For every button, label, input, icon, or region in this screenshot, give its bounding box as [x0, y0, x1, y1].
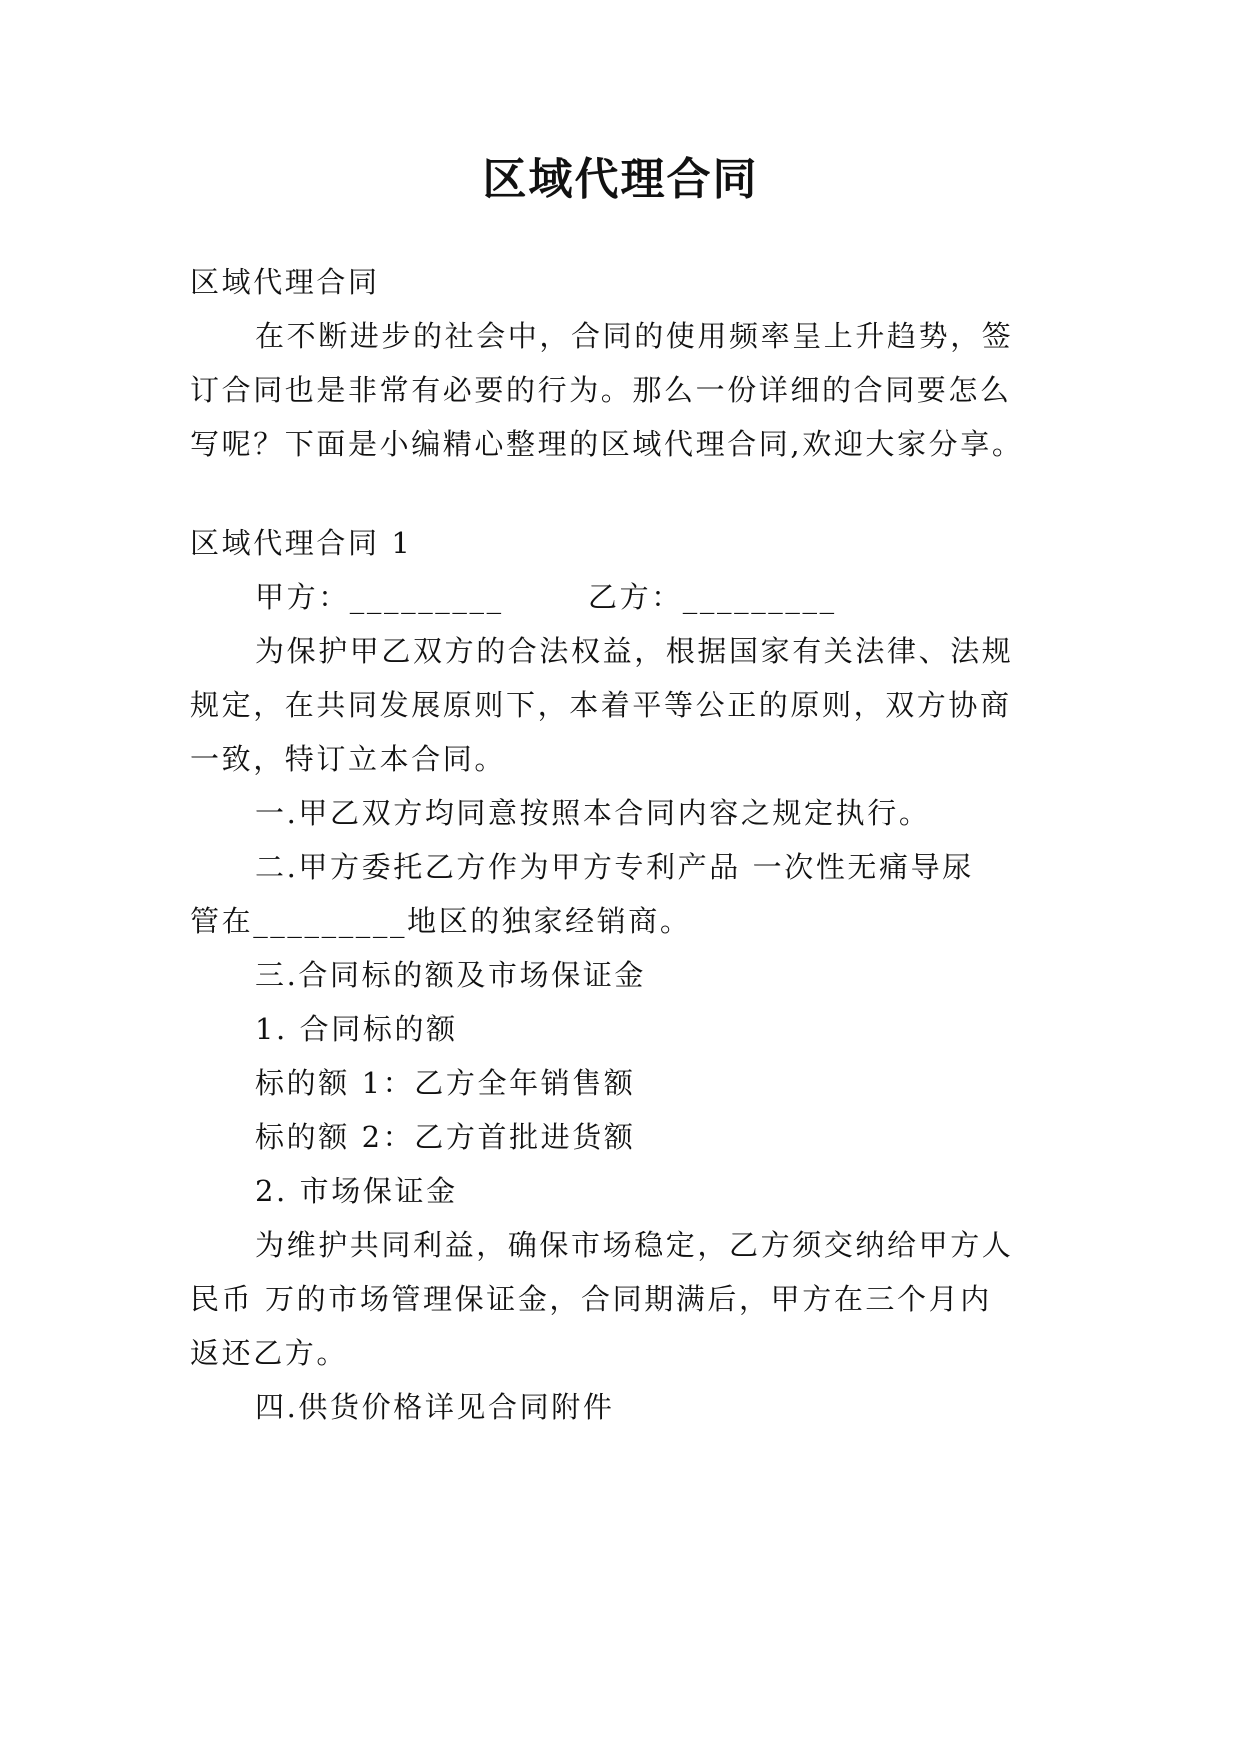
preamble-line-3: 一致，特订立本合同。 — [190, 742, 507, 776]
intro-line-3: 写呢？下面是小编精心整理的区域代理合同,欢迎大家分享。 — [190, 427, 1024, 461]
amount-1: 标的额 1：乙方全年销售额 — [255, 1066, 636, 1100]
item-2: 2. 市场保证金 — [255, 1174, 458, 1208]
party-a-field: 甲方：_________ — [255, 580, 504, 614]
intro-line-2: 订合同也是非常有必要的行为。那么一份详细的合同要怎么 — [190, 373, 1012, 407]
amount-2: 标的额 2：乙方首批进货额 — [255, 1120, 636, 1154]
deposit-line-2: 民币 万的市场管理保证金，合同期满后，甲方在三个月内 — [190, 1282, 992, 1316]
intro-line-1: 在不断进步的社会中，合同的使用频率呈上升趋势，签 — [255, 319, 1014, 353]
clause-4: 四.供货价格详见合同附件 — [255, 1390, 615, 1424]
clause-2-line-1: 二.甲方委托乙方作为甲方专利产品 一次性无痛导尿 — [255, 850, 974, 884]
deposit-line-3: 返还乙方。 — [190, 1336, 349, 1370]
section-heading: 区域代理合同 1 — [190, 526, 413, 560]
party-b-field: 乙方：_________ — [588, 580, 837, 614]
item-1: 1. 合同标的额 — [255, 1012, 458, 1046]
clause-3: 三.合同标的额及市场保证金 — [255, 958, 647, 992]
preamble-line-1: 为保护甲乙双方的合法权益，根据国家有关法律、法规 — [255, 634, 1014, 668]
clause-2-line-2: 管在_________地区的独家经销商。 — [190, 904, 692, 938]
deposit-line-1: 为维护共同利益，确保市场稳定，乙方须交纳给甲方人 — [255, 1228, 1014, 1262]
clause-1: 一.甲乙双方均同意按照本合同内容之规定执行。 — [255, 796, 931, 830]
document-title: 区域代理合同 — [482, 154, 759, 205]
preamble-line-2: 规定，在共同发展原则下，本着平等公正的原则，双方协商 — [190, 688, 1012, 722]
subtitle: 区域代理合同 — [190, 265, 380, 299]
